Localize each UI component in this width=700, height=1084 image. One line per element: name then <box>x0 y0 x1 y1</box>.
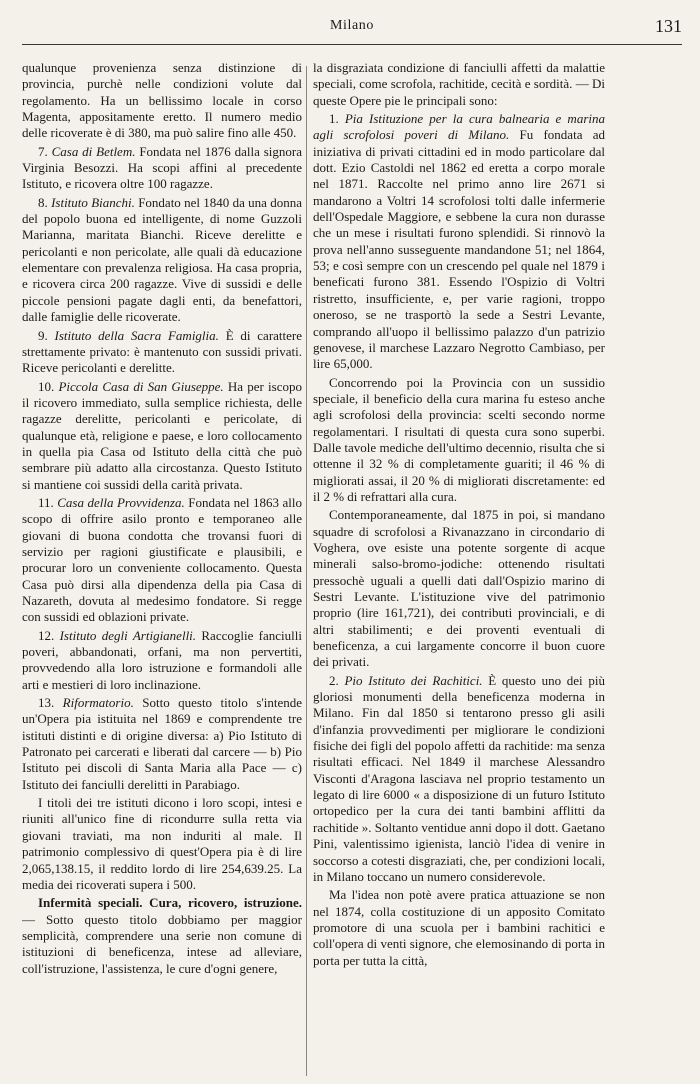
entry-number: 8. <box>38 194 52 210</box>
entry-number: 11. <box>38 494 58 510</box>
paragraph-text: Contemporaneamente, dal 1875 in poi, si mandano squadre di scrofolosi a Rivanazzano in circondario di Voghera, ove esiste una potente sorgente di acque minerali salso-bromo-jodiche: ottenendo risultati pressochè uguali a quelli dati dall'Ospizio marino di Sestri Levante. L'istituzione vive del patrimonio proprio (lire 161,721), dei contributi provinciali, e di altri stabilimenti; e dei proventi eventuali di beneficenza, a cui largamente concorre il buon cuore dei privati. <box>313 507 605 670</box>
paragraph <box>22 60 302 142</box>
paragraph-text: Fondata nel 1876 dalla signora Virginia Besozzi. Ha scopi affini al precedente Istituto, e ricovera oltre 100 ragazze. <box>22 143 302 192</box>
paragraph <box>22 695 302 793</box>
section-heading: Infermità speciali. Cura, ricovero, istruzione. <box>38 895 302 911</box>
paragraph <box>22 328 302 377</box>
paragraph-text: Concorrendo poi la Provincia con un sussidio speciale, il beneficio della cura marina fu esteso anche agli scrofolosi della provincia: scelti secondo norme regolamentari. I risultati di questa cura sono superbi. Dalle tavole mediche dell'ultimo decennio, risulta che si ottenne il 32 % di completamente guariti; il 46 % di migliorati assai, il 20 % di migliorati discretamente: ed il 2 % di refrattari alla cura. <box>313 374 605 504</box>
paragraph <box>313 111 605 373</box>
paragraph-text: È questo uno dei più gloriosi monumenti della beneficenza moderna in Milano. Fin dal 1850 si tentarono presso gli asili d'infanzia provvedimenti per migliorare le condizioni fisiche dei figli del popolo affetti da rachitide: ma senza risultati efficaci. Nel 1849 il marchese Alessandro Visconti d'Aragona lasciava nel proprio testamento un legato di lire 6000 « a disposizione di un futuro Istituto ortopedico per la cura dei tanti bambini afflitti da rachitide ». Soltanto ventidue anni dopo il dott. Gaetano Pini, valentissimo igienista, lanciò l'idea di venire in soccorso a cotesti disgraziati, che, per condizioni locali, in Milano toccano un numero considerevole. <box>313 672 605 884</box>
running-title: Milano <box>329 18 375 33</box>
paragraph-text: Sotto questo titolo s'intende un'Opera pia istituita nel 1869 e comprendente tre istituti distinti e di origine diversa: a) Pio Istituto di Patronato pei carcerati e liberati dal carcere — b) Pio Istituto pei discoli di Santa Maria alla Pace — c) Istituto dei fanciulli derelitti in Parabiago. <box>22 695 302 792</box>
paragraph <box>22 144 302 193</box>
paragraph <box>313 60 605 109</box>
entry-number: 10. <box>38 378 59 394</box>
entry-number: 1. <box>329 111 345 127</box>
entry-number: 7. <box>38 143 52 159</box>
paragraph <box>313 673 605 885</box>
entry-title: Pia Istituzione per la cura balnearia e marina agli scrofolosi poveri di Milano. <box>313 111 605 143</box>
column-divider <box>306 66 307 1076</box>
entry-title: Casa di Betlem. <box>51 143 136 159</box>
paragraph <box>313 507 605 670</box>
paragraph <box>22 628 302 693</box>
entry-number: 2. <box>329 672 345 688</box>
paragraph-text: Ma l'idea non potè avere pratica attuazione se non nel 1874, colla costituzione di un apposito Comitato promotore di una scuola per i bambini rachitici e coll'opera di venti signore, che elemosinando di porta in porta per tutta la città, <box>313 887 605 968</box>
entry-number: 13. <box>38 695 63 711</box>
right-column <box>313 60 605 1064</box>
entry-title: Piccola Casa di San Giuseppe. <box>58 378 224 394</box>
entry-title: Pio Istituto dei Rachitici. <box>344 672 483 688</box>
paragraph-text: Fondata nel 1863 allo scopo di offrire asilo pronto e temporaneo alle giovani di buona condotta che trovansi fuori di servizio per ragioni giustificate e plausibili, e procurar loro un conveniente collocamento. Questa Casa può dirsi alla dipendenza della pia Casa di Nazareth, dovuta al medesimo fondatore. Si regge con sussidi ed oblazioni private. <box>22 494 302 625</box>
paragraph <box>22 795 302 893</box>
paragraph <box>22 895 302 977</box>
entry-title: Casa della Provvidenza. <box>57 494 185 510</box>
entry-number: 12. <box>38 627 60 643</box>
paragraph-text: Fu fondata ad iniziativa di privati cittadini ed in modo particolare dal dott. Ezio Castoldi nel 1862 ed eretta a corpo morale nel 1871. Raccolte nel primo anno lire 2671 si mandarono a Voltri 14 scrofolosi tolti dalle infermerie dell'Ospedale Maggiore, e sebbene la cura non durasse che un mese i risultati furono splendidi. Si rinnovò la prova nell'anno susseguente mandandone 51; nel 1864, 53; e così sempre con un crescendo pel quale nel 1879 i beneficati furono 381. Essendo l'Ospizio di Voltri ristretto, insufficiente, e, per varie ragioni, troppo oneroso, se ne trasportò la sede a Sestri Levante, comprando all'uopo il bellissimo palazzo d'un patrizio genovese, il marchese Lazzaro Negrotto Cambiaso, per lire 65,000. <box>313 127 605 372</box>
paragraph-text: Ha per iscopo il ricovero immediato, sulla semplice richiesta, delle ragazze derelitte, pericolanti e pericolate, di qualunque età, religione e paese, e loro collocamento in quella pia Casa od Istituto della città che può sembrare più adatto alla circostanza. Questo Istituto si mantiene coi sussidi della carità privata. <box>22 378 302 492</box>
paragraph-text: qualunque provenienza senza distinzione di provincia, purchè nelle condizioni volute dal regolamento. Ha un bellissimo locale in corso Magenta, appositamente eretto. Il numero medio delle ricoverate è di 380, ma può salire fino alle 450. <box>22 60 302 141</box>
entry-number: 9. <box>38 327 55 343</box>
entry-title: Riformatorio. <box>62 695 134 711</box>
entry-title: Istituto degli Artigianelli. <box>59 627 197 643</box>
paragraph-text: È di carattere strettamente privato: è mantenuto con sussidi privati. Riceve pericolanti e derelitte. <box>22 327 302 376</box>
header-rule <box>22 44 682 45</box>
paragraph-text: la disgraziata condizione di fanciulli affetti da malattie speciali, come scrofola, rachitide, cecità e sordità. — Di queste Opere pie le principali sono: <box>313 60 605 108</box>
paragraph-text: Fondato nel 1840 da una donna del popolo buona ed intelligente, di nome Guzzoli Marianna, maritata Bianchi. Riceve derelitte e pericolanti e non pericolate, alle quali dà educazione elementare con prevalenza religiosa. Ha casa propria, e ricovera circa 200 ragazze. Vive di sussidi e delle piccole pensioni pagate dagli enti, da benefattori, dalle famiglie delle ricoverate. <box>22 194 302 325</box>
paragraph <box>22 379 302 493</box>
paragraph-text: Raccoglie fanciulli poveri, abbandonati, orfani, ma non pervertiti, provvedendo alla loro istruzione e formandoli alle arti e mestieri di loro inclinazione. <box>22 627 302 692</box>
paragraph <box>22 495 302 626</box>
page-header <box>22 18 682 42</box>
paragraph <box>313 887 605 969</box>
page-number: 131 <box>655 16 682 36</box>
left-column <box>22 60 302 1064</box>
paragraph <box>22 195 302 326</box>
entry-title: Istituto della Sacra Famiglia. <box>54 327 219 343</box>
paragraph-text: I titoli dei tre istituti dicono i loro scopi, intesi e riuniti all'unico fine di ricondurre sulla retta via giovani traviati, ma non induriti al male. Il patrimonio complessivo di quest'Opera pia è di lire 2,065,138.15, il reddito lordo di lire 254,639.25. La media dei ricoverati supera i 500. <box>22 795 302 892</box>
entry-title: Istituto Bianchi. <box>51 194 135 210</box>
paragraph-text: — Sotto questo titolo dobbiamo per maggior semplicità, comprendere una serie non comune di istituzioni di beneficenza, intese ad alleviare, coll'istruzione, l'assistenza, le cure d'ogni genere, <box>22 911 302 976</box>
paragraph <box>313 375 605 506</box>
